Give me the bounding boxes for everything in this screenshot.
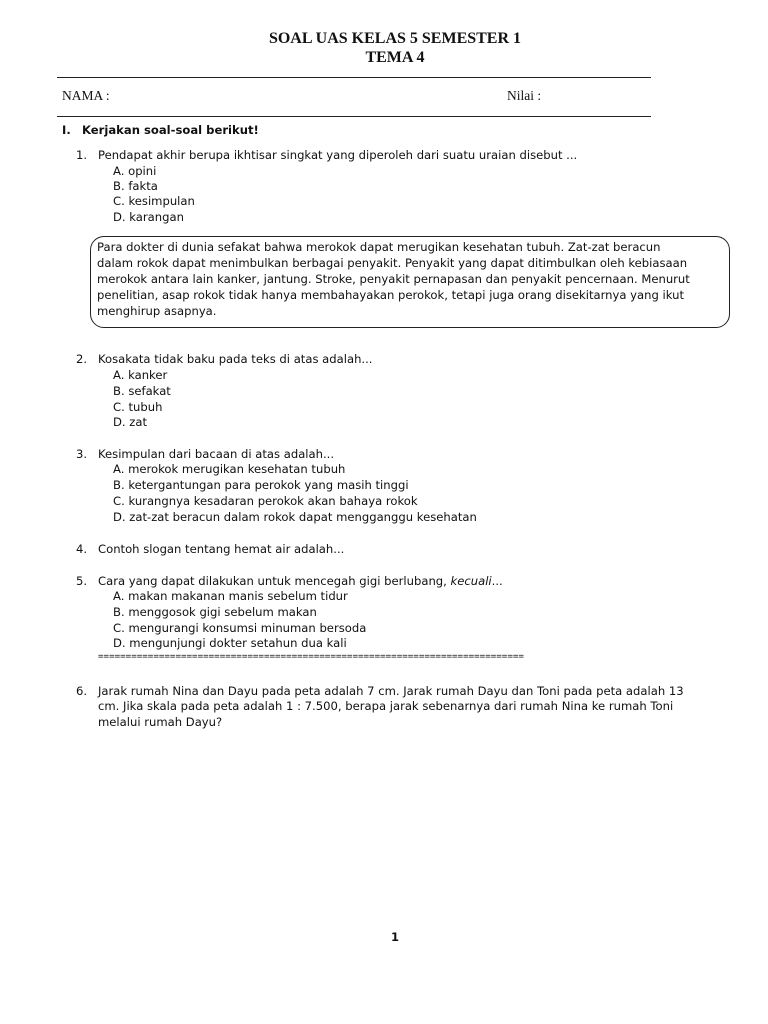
- question-3-text: Kesimpulan dari bacaan di atas adalah...: [98, 447, 335, 461]
- section-instruction: Kerjakan soal-soal berikut!: [82, 123, 259, 137]
- question-number: 5.: [76, 574, 88, 588]
- question-5-text-italic: kecuali: [450, 574, 492, 588]
- option-5b: B. menggosok gigi sebelum makan: [113, 605, 317, 619]
- option-1b: B. fakta: [113, 179, 158, 193]
- header-bottom-rule: [57, 116, 651, 117]
- question-6-line: melalui rumah Dayu?: [98, 715, 223, 729]
- page-number: 1: [390, 930, 399, 944]
- separator-line: =============================================================================: [98, 651, 524, 662]
- option-3d: D. zat-zat beracun dalam rokok dapat mengganggu kesehatan: [113, 510, 477, 524]
- question-6-line: Jarak rumah Nina dan Dayu pada peta adalah 7 cm. Jarak rumah Dayu dan Toni pada peta adalah 13: [98, 684, 684, 698]
- question-5-text-end: ...: [491, 574, 503, 588]
- question-6-line: cm. Jika skala pada peta adalah 1 : 7.500, berapa jarak sebenarnya dari rumah Nina ke rumah Toni: [98, 699, 674, 713]
- option-2a: A. kanker: [113, 368, 168, 382]
- option-3a: A. merokok merugikan kesehatan tubuh: [113, 462, 346, 476]
- exam-title: SOAL UAS KELAS 5 SEMESTER 1: [268, 30, 522, 47]
- option-5a: A. makan makanan manis sebelum tidur: [113, 589, 348, 603]
- header-top-rule: [57, 77, 651, 78]
- option-2b: B. sefakat: [113, 384, 171, 398]
- option-2c: C. tubuh: [113, 400, 163, 414]
- question-number: 4.: [76, 542, 88, 556]
- passage-line: Para dokter di dunia sefakat bahwa merokok dapat merugikan kesehatan tubuh. Zat-zat beracun: [97, 240, 661, 254]
- question-5-text-main: Cara yang dapat dilakukan untuk mencegah gigi berlubang,: [98, 574, 451, 588]
- section-numeral: I.: [62, 123, 71, 137]
- option-1c: C. kesimpulan: [113, 194, 195, 208]
- option-3c: C. kurangnya kesadaran perokok akan bahaya rokok: [113, 494, 418, 508]
- name-label: NAMA :: [62, 88, 110, 103]
- question-number: 6.: [76, 684, 88, 698]
- option-1a: A. opini: [113, 164, 157, 178]
- question-1-text: Pendapat akhir berupa ikhtisar singkat yang diperoleh dari suatu uraian disebut ...: [98, 148, 578, 162]
- question-number: 3.: [76, 447, 88, 461]
- reading-passage-box: [90, 236, 730, 328]
- option-2d: D. zat: [113, 415, 148, 429]
- passage-line: penelitian, asap rokok tidak hanya membahayakan perokok, tetapi juga orang disekitarnya yang ikut: [97, 288, 685, 302]
- question-number: 2.: [76, 352, 88, 366]
- option-5d: D. mengunjungi dokter setahun dua kali: [113, 636, 347, 650]
- question-5-text: [98, 573, 503, 589]
- option-5c: C. mengurangi konsumsi minuman bersoda: [113, 621, 367, 635]
- passage-line: menghirup asapnya.: [97, 304, 217, 318]
- option-3b: B. ketergantungan para perokok yang masih tinggi: [113, 478, 409, 492]
- question-number: 1.: [76, 148, 88, 162]
- passage-line: merokok antara lain kanker, jantung. Stroke, penyakit pernapasan dan penyakit pencernaan. Menurut: [97, 272, 690, 286]
- question-4-text: Contoh slogan tentang hemat air adalah...: [98, 542, 345, 556]
- question-2-text: Kosakata tidak baku pada teks di atas adalah...: [98, 352, 373, 366]
- option-1d: D. karangan: [113, 210, 184, 224]
- score-label: Nilai :: [507, 88, 542, 103]
- exam-subtitle: TEMA 4: [365, 49, 425, 66]
- passage-line: dalam rokok dapat menimbulkan berbagai penyakit. Penyakit yang dapat ditimbulkan oleh kebiasaan: [97, 256, 688, 270]
